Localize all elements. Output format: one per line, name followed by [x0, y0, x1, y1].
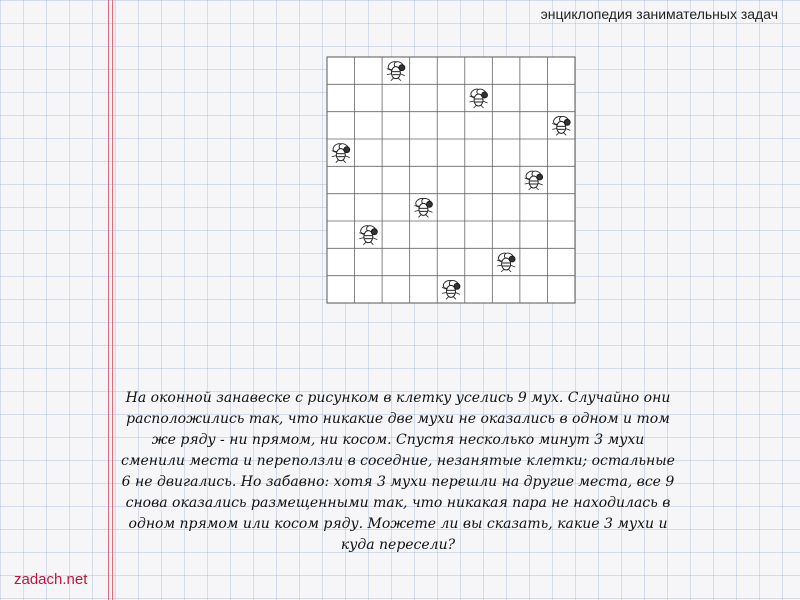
page-header-title: энциклопедия занимательных задач — [540, 6, 778, 22]
notebook-margin-line — [108, 0, 109, 600]
problem-text: На оконной занавеске с рисунком в клетку уселись 9 мух. Случайно они расположились так, что никакие две мухи не оказались в одном и том же ряду - ни прямом, ни косом. Спустя несколько минут 3 мухи сменили места и переползли в соседние, незанятые клетки; остальные 6 не двигались. Но забавно: хотя 3 мухи перешли на другие места, все 9 снова оказались размещенными так, что никакая пара не находилась в одном прямом или косом ряду. Можете ли вы сказать, какие 3 мухи и куда пересели? — [121, 390, 675, 553]
notebook-margin-line — [112, 0, 113, 600]
site-watermark: zadach.net — [14, 571, 88, 588]
fly-board — [326, 56, 576, 304]
fly-board-grid — [326, 56, 576, 304]
